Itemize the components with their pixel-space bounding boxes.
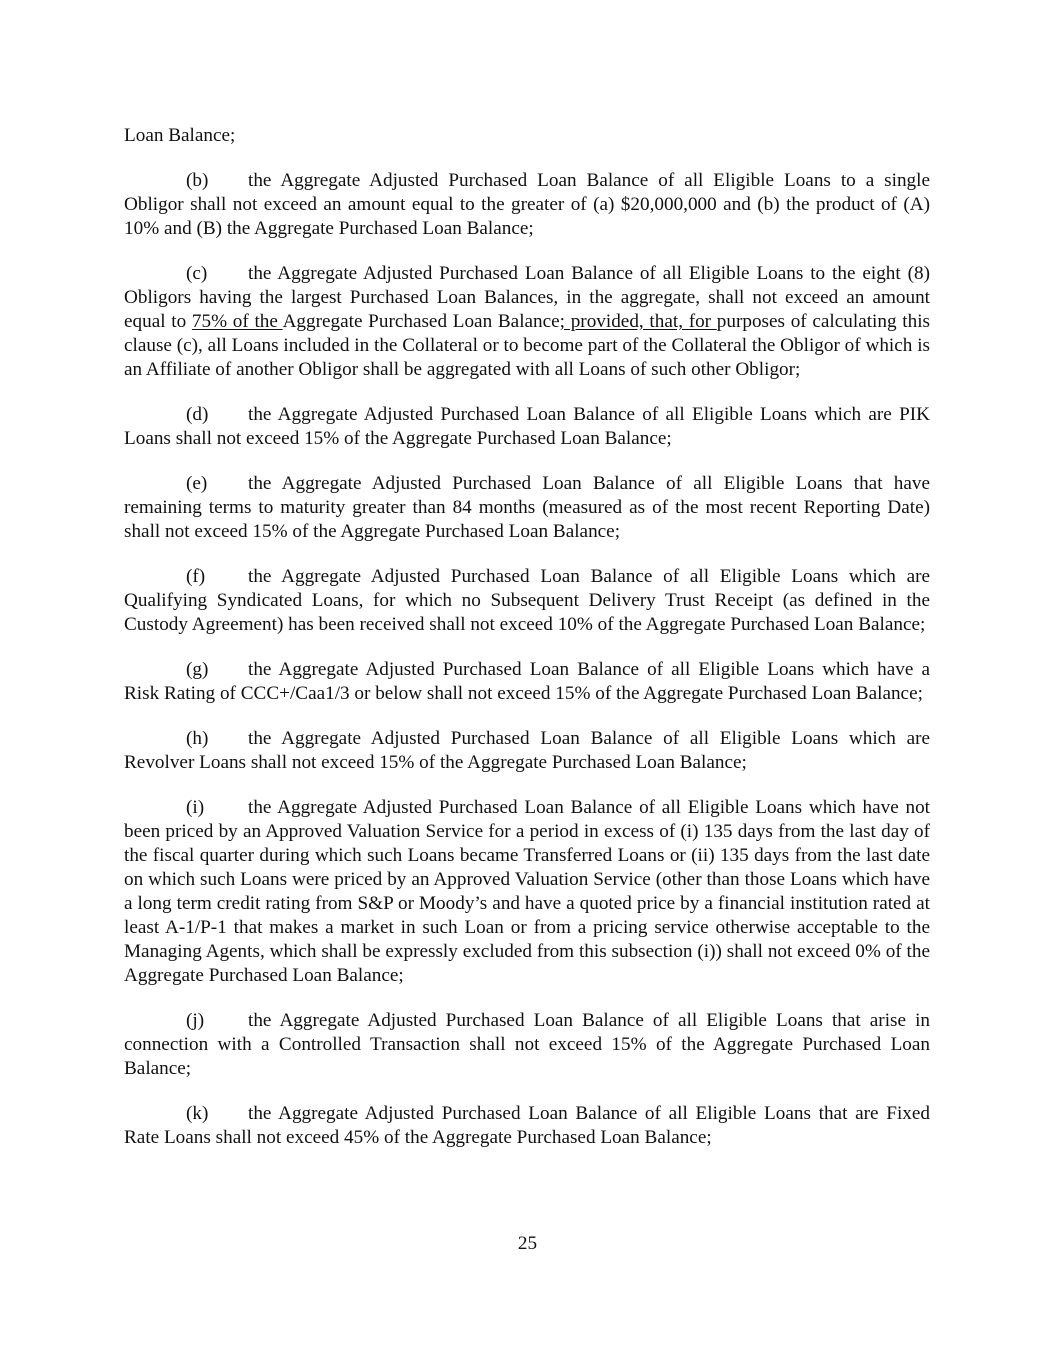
clause-text: purposes of calculating this clause (c), all Loans included in the Collateral or to become part of the Collateral the Obligor of which is an Affiliate of another Obligor shall be aggregated with all Loans of such other Obligor;	[124, 311, 930, 380]
clause-f	[124, 565, 930, 637]
clause-label: (j)	[186, 1010, 205, 1031]
clause-label: (g)	[186, 659, 209, 680]
clause-text: the Aggregate Adjusted Purchased Loan Balance of all Eligible Loans which have not been priced by an Approved Valuation Service for a period in excess of (i) 135 days from the last day of the fiscal quarter during which such Loans became Transferred Loans or (ii) 135 days from the last date on which such Loans were priced by an Approved Valuation Service (other than those Loans which have a long term credit rating from S&P or Moody’s and have a quoted price by a financial institution rated at least A-1/P-1 that makes a market in such Loan or from a pricing service otherwise acceptable to the Managing Agents, which shall be expressly excluded from this subsection (i)) shall not exceed 0% of the Aggregate Purchased Loan Balance;	[124, 797, 930, 986]
clause-text: the Aggregate Adjusted Purchased Loan Balance of all Eligible Loans which are PIK Loans shall not exceed 15% of the Aggregate Purchased Loan Balance;	[124, 404, 930, 449]
clause-label: (h)	[186, 728, 209, 749]
clause-label: (b)	[186, 170, 209, 191]
clause-text: the Aggregate Adjusted Purchased Loan Balance of all Eligible Loans that are Fixed Rate Loans shall not exceed 45% of the Aggregate Purchased Loan Balance;	[124, 1103, 930, 1148]
clause-i	[124, 796, 930, 988]
clause-text: the Aggregate Adjusted Purchased Loan Balance of all Eligible Loans which are Revolver Loans shall not exceed 15% of the Aggregate Purchased Loan Balance;	[124, 728, 930, 773]
clause-text: the Aggregate Adjusted Purchased Loan Balance of all Eligible Loans that have remaining terms to maturity greater than 84 months (measured as of the most recent Reporting Date) shall not exceed 15% of the Aggregate Purchased Loan Balance;	[124, 473, 930, 542]
clause-b	[124, 169, 930, 241]
clause-text: the Aggregate Adjusted Purchased Loan Balance of all Eligible Loans to a single Obligor shall not exceed an amount equal to the greater of (a) $20,000,000 and (b) the product of (A) 10% and (B) the Aggregate Purchased Loan Balance;	[124, 170, 930, 239]
clause-text: the Aggregate Adjusted Purchased Loan Balance of all Eligible Loans that arise in connection with a Controlled Transaction shall not exceed 15% of the Aggregate Purchased Loan Balance;	[124, 1010, 930, 1079]
clause-g	[124, 658, 930, 706]
clause-label: (f)	[186, 566, 206, 587]
clause-k	[124, 1102, 930, 1150]
underlined-text: ; provided, that, for	[559, 311, 717, 332]
clause-text: the Aggregate Adjusted Purchased Loan Balance of all Eligible Loans to the eight (8) Obligors having the largest Purchased Loan Balances, in the aggregate, shall not exceed an amount equal to	[124, 263, 930, 332]
clause-label: (d)	[186, 404, 209, 425]
continuation-text: Loan Balance;	[124, 125, 236, 146]
clause-text: the Aggregate Adjusted Purchased Loan Balance of all Eligible Loans which have a Risk Rating of CCC+/Caa1/3 or below shall not exceed 15% of the Aggregate Purchased Loan Balance;	[124, 659, 930, 704]
clause-e	[124, 472, 930, 544]
document-body	[124, 124, 930, 1171]
underlined-text: 75% of the	[191, 311, 283, 332]
clause-label: (k)	[186, 1103, 209, 1124]
clause-d	[124, 403, 930, 451]
clause-label: (c)	[186, 263, 208, 284]
clause-text: the Aggregate Adjusted Purchased Loan Balance of all Eligible Loans which are Qualifying Syndicated Loans, for which no Subsequent Delivery Trust Receipt (as defined in the Custody Agreement) has been received shall not exceed 10% of the Aggregate Purchased Loan Balance;	[124, 566, 930, 635]
clause-label: (i)	[186, 797, 205, 818]
clause-c	[124, 262, 930, 382]
clause-text: Aggregate Purchased Loan Balance	[282, 311, 560, 332]
clause-label: (e)	[186, 473, 208, 494]
clause-j	[124, 1009, 930, 1081]
clause-h	[124, 727, 930, 775]
page-number: 25	[517, 1233, 538, 1254]
